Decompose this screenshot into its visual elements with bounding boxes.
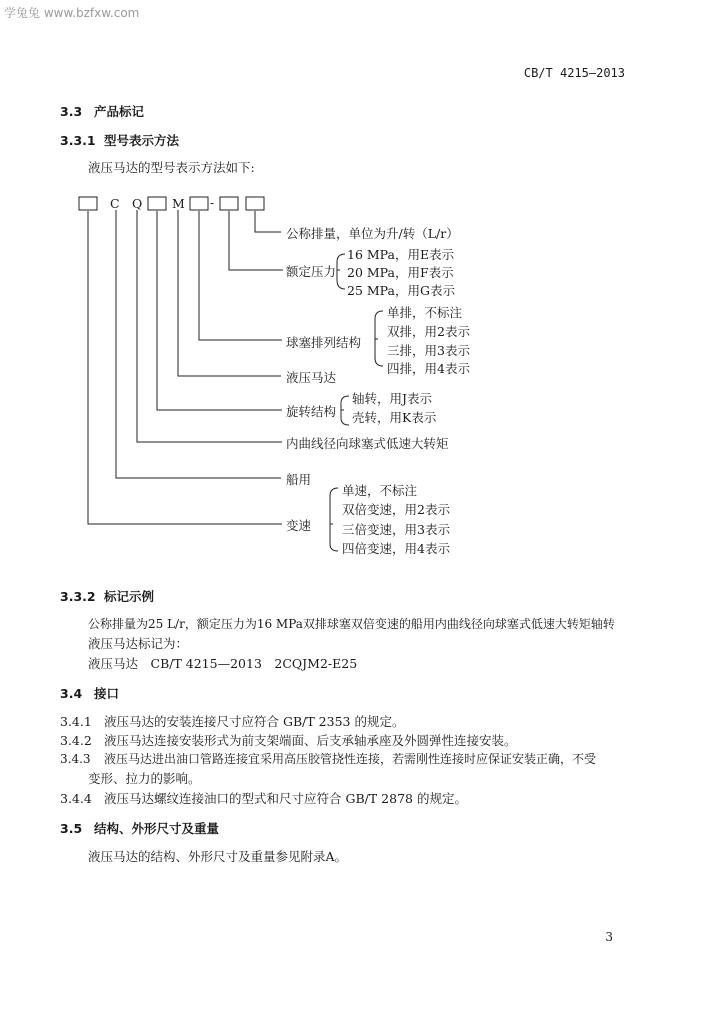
- section-number: 3.3.2: [60, 589, 96, 604]
- standard-code: CB/T 4215—2013: [523, 66, 625, 80]
- code-box-speed: [79, 197, 97, 210]
- example-designation: 液压马达 CB/T 4215—2013 2CQJM2-E25: [88, 656, 358, 671]
- label-motor-type: 内曲线径向球塞式低速大转矩: [286, 436, 449, 451]
- example-line-2: 液压马达标记为：: [88, 636, 189, 651]
- option-pressure-20: 20 MPa，用F表示: [347, 265, 454, 280]
- clause-3-4-3-continued: 变形、拉力的影响。: [88, 771, 201, 786]
- option-arrangement-quad: 四排，用4表示: [387, 361, 470, 376]
- example-line-1: 公称排量为25 L/r，额定压力为16 MPa双排球塞双倍变速的船用内曲线径向球塞式低速大转矩轴转: [88, 617, 615, 631]
- clause-3-4-3: [60, 750, 596, 767]
- clause-number: 3.4.1: [60, 714, 92, 729]
- clause-text: 液压马达螺纹连接油口的型式和尺寸应符合 GB/T 2878 的规定。: [104, 791, 467, 806]
- option-speed-quad: 四倍变速，用4表示: [342, 541, 450, 556]
- code-box-pressure: [220, 197, 238, 210]
- option-rotation-shaft: 轴转，用J表示: [352, 391, 433, 406]
- code-box-arrangement: [190, 197, 208, 210]
- intro-text: 液压马达的型号表示方法如下:: [88, 160, 255, 175]
- option-arrangement-triple: 三排，用3表示: [387, 343, 470, 358]
- clause-3-4-2: [60, 731, 517, 749]
- option-arrangement-single: 单排，不标注: [387, 305, 463, 320]
- label-speed: 变速: [286, 518, 312, 533]
- code-letter-q: Q: [132, 196, 143, 211]
- section-number: 3.3: [60, 104, 83, 119]
- label-marine: 船用: [286, 472, 312, 487]
- section-number: 3.4: [60, 686, 83, 701]
- option-pressure-16: 16 MPa，用E表示: [347, 247, 455, 262]
- clause-text: 液压马达进出油口管路连接宜采用高压胶管挠性连接，若需刚性连接时应保证安装正确，不受: [104, 752, 597, 766]
- option-arrangement-double: 双排，用2表示: [387, 324, 470, 339]
- section-number: 3.3.1: [60, 133, 96, 148]
- clause-3-4-1: [60, 712, 404, 730]
- clause-number: 3.4.4: [60, 791, 92, 806]
- section-title: 接口: [94, 686, 120, 701]
- code-letter-c: C: [110, 196, 120, 211]
- section-title: 结构、外形尺寸及重量: [94, 821, 220, 836]
- option-pressure-25: 25 MPa，用G表示: [347, 283, 455, 298]
- section-title: 标记示例: [104, 589, 155, 604]
- clause-number: 3.4.3: [60, 752, 91, 766]
- option-rotation-housing: 壳转，用K表示: [352, 410, 437, 425]
- section-number: 3.5: [60, 821, 83, 836]
- code-box-displacement: [246, 197, 264, 210]
- section-title: 产品标记: [94, 104, 145, 119]
- structure-text: 液压马达的结构、外形尺寸及重量参见附录A。: [88, 849, 348, 864]
- code-dash: -: [210, 195, 215, 210]
- section-3-3-2-heading: [60, 587, 154, 605]
- option-speed-single: 单速，不标注: [342, 483, 418, 498]
- clause-3-4-4: [60, 789, 467, 807]
- label-hydraulic-motor: 液压马达: [286, 370, 337, 385]
- label-rotation: 旋转结构: [286, 404, 337, 419]
- option-speed-triple: 三倍变速，用3表示: [342, 522, 450, 537]
- code-box-rotation: [148, 197, 166, 210]
- section-3-5-heading: [60, 819, 219, 837]
- watermark: 学兔兔 www.bzfxw.com: [4, 6, 140, 20]
- section-title: 型号表示方法: [104, 133, 180, 148]
- clause-text: 液压马达的安装连接尺寸应符合 GB/T 2353 的规定。: [104, 714, 405, 729]
- section-3-4-heading: [60, 684, 119, 702]
- code-letter-m: M: [172, 196, 185, 211]
- label-arrangement: 球塞排列结构: [286, 335, 362, 350]
- option-speed-double: 双倍变速，用2表示: [342, 502, 450, 517]
- label-pressure: 额定压力: [286, 264, 337, 279]
- label-displacement: 公称排量，单位为升/转（L/r）: [286, 226, 459, 241]
- clause-text: 液压马达连接安装形式为前支架端面、后支承轴承座及外圆弹性连接安装。: [104, 733, 517, 748]
- clause-number: 3.4.2: [60, 733, 92, 748]
- page-number: 3: [605, 930, 613, 944]
